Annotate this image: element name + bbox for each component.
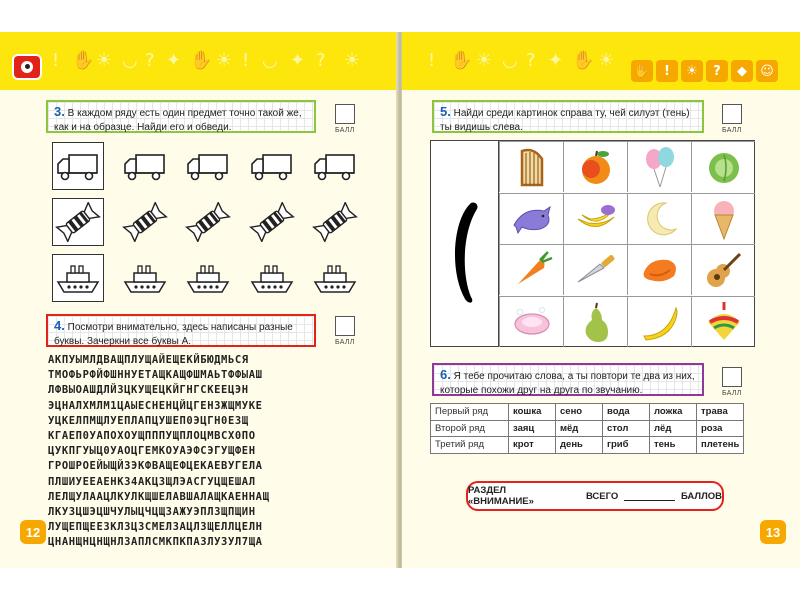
score-label: БАЛЛ	[722, 390, 742, 397]
cabbage-icon[interactable]	[691, 141, 755, 192]
word-cell[interactable]: день	[556, 437, 603, 454]
soap-icon[interactable]	[499, 296, 563, 347]
option-truck-icon[interactable]	[309, 142, 361, 190]
sun-icon: ☀	[344, 50, 361, 71]
dolphin-icon[interactable]	[499, 193, 563, 244]
lips-icon: ◡	[122, 50, 138, 71]
left-header-band	[0, 32, 398, 90]
task-text: Найди среди картинок справа ту, чей силуэт (тень) ты видишь слева.	[440, 108, 690, 133]
option-ship-icon[interactable]	[119, 254, 171, 302]
row-label: Третий ряд	[431, 437, 509, 454]
task-text: Посмотри внимательно, здесь написаны разные буквы. Зачеркни все буквы А.	[54, 322, 293, 347]
sample-ship-icon	[52, 254, 104, 302]
ice-cream-icon[interactable]	[691, 193, 755, 244]
word-cell[interactable]: вода	[603, 404, 650, 421]
letter-row: АКПУЫМЛДВАЩПЛУЩАЙЕЩЕКЙБЮДМЬСЯ	[48, 354, 249, 366]
harp-icon[interactable]	[499, 141, 563, 192]
exclamation-icon: !	[428, 50, 436, 71]
word-cell[interactable]: трава	[697, 404, 744, 421]
option-truck-icon[interactable]	[119, 142, 171, 190]
option-ship-icon[interactable]	[309, 254, 361, 302]
question-icon: ?	[526, 50, 536, 71]
picture-grid	[430, 140, 755, 347]
exclamation-icon: !	[242, 50, 250, 71]
word-cell[interactable]: роза	[697, 420, 744, 437]
letter-row: ЦНАНЩНЦНЩНЛЗАПЛСМКПКПАЗЛУЗУЛ7ЩА	[48, 536, 263, 549]
score-box[interactable]	[335, 104, 355, 124]
word-cell[interactable]: мёд	[556, 420, 603, 437]
option-candy-icon[interactable]	[309, 198, 361, 246]
points-label: БАЛЛОВ	[680, 490, 722, 502]
question-icon: ?	[145, 50, 155, 71]
section-total-box	[466, 481, 724, 511]
task-text: Я тебе прочитаю слова, а ты повтори те два из них, которые похожи друг на друга по звучанию.	[440, 371, 695, 396]
star-icon: ✦	[290, 50, 306, 71]
task-number: 6.	[440, 367, 451, 382]
star-icon: ✦	[548, 50, 564, 71]
score-label: БАЛЛ	[335, 339, 355, 346]
hand-icon: ✋	[450, 50, 473, 71]
option-truck-icon[interactable]	[246, 142, 298, 190]
letter-row: ЭЦНАЛХМЛМ1ЦАЫЕСНЕНЦЙЦГЕНЗЖЩМУКЕ	[48, 399, 263, 412]
star-icon: ✦	[166, 50, 182, 71]
task-6-instruction	[432, 363, 704, 396]
knife-icon[interactable]	[563, 244, 627, 295]
row-label: Второй ряд	[431, 420, 509, 437]
letter-row: ПЛШИУЕЕАЕНКЗ4АКЦЗЩЛЭАСГУЦЩЕШАЛ	[48, 475, 256, 488]
question-icon: ?	[706, 60, 728, 82]
word-cell[interactable]: заяц	[509, 420, 556, 437]
letter-row: ЛЕЛЩУЛААЦЛКУЛКЩШЕЛАВШАЛАЩКАЕННАЩ	[48, 490, 270, 503]
sun-icon: ☀	[681, 60, 703, 82]
page-number: 13	[760, 520, 786, 544]
row-label: Первый ряд	[431, 404, 509, 421]
moon-silhouette-icon	[431, 141, 499, 346]
section-icons	[631, 60, 778, 82]
page-number: 12	[20, 520, 46, 544]
graduation-cap-icon: ◆	[731, 60, 753, 82]
balloons-icon[interactable]	[627, 141, 691, 192]
mango-icon[interactable]	[627, 244, 691, 295]
sun-icon: ☀	[216, 50, 233, 71]
task-5-instruction	[432, 100, 704, 133]
bird-logo-icon	[12, 54, 42, 80]
sun-icon: ☀	[476, 50, 493, 71]
letter-row: ЛКУЗЦШЭЦШЧУЛЫЦЧЦЩЗАЖУЭПЛЗЩПЩИН	[48, 506, 256, 519]
carrot-icon[interactable]	[499, 244, 563, 295]
score-box[interactable]	[722, 104, 742, 124]
word-row	[431, 420, 744, 437]
sample-truck-icon	[52, 142, 104, 190]
word-cell[interactable]: кошка	[509, 404, 556, 421]
lips-icon: ◡	[502, 50, 518, 71]
word-row	[431, 404, 744, 421]
score-label: БАЛЛ	[722, 127, 742, 134]
silhouette-cell	[431, 141, 499, 346]
sun-icon: ☀	[96, 50, 113, 71]
letter-row: УЦКЕЛПМЩЛУЕПЛАПЦУШЕП0ЭЦГН0ЕЗЩ	[48, 414, 249, 427]
apple-icon[interactable]	[563, 141, 627, 192]
word-table	[430, 403, 744, 454]
task-number: 3.	[54, 104, 65, 119]
letter-row: ЦУКПГУЫЦ0УАОЦГЕМКОУАЭФСЭГУЩФЕН	[48, 445, 256, 458]
hand-icon: ✋	[631, 60, 653, 82]
task-text: В каждом ряду есть один предмет точно такой же, как и на образце. Найди его и обведи.	[54, 108, 302, 133]
hand-icon: ✋	[190, 50, 213, 71]
word-cell[interactable]: стол	[603, 420, 650, 437]
word-cell[interactable]: тень	[650, 437, 697, 454]
task-number: 5.	[440, 104, 451, 119]
letter-row: КГАЕП0УАПОХОУЩПППУЩПЛОЦМВСХ0ПО	[48, 430, 256, 443]
pear-icon[interactable]	[563, 296, 627, 347]
exclamation-icon: !	[52, 50, 60, 71]
option-candy-icon[interactable]	[182, 198, 234, 246]
sun-icon: ☀	[598, 50, 615, 71]
option-candy-icon[interactable]	[246, 198, 298, 246]
question-icon: ?	[316, 50, 326, 71]
letter-row: ТМОФЬРФЙФШННУЕТАЩКАЩФШМАЬТФФЫАШ	[48, 369, 263, 382]
lips-icon: ◡	[262, 50, 278, 71]
bananas-icon[interactable]	[563, 193, 627, 244]
task-4-instruction	[46, 314, 316, 347]
option-ship-icon[interactable]	[182, 254, 234, 302]
hand-icon: ✋	[72, 50, 95, 71]
word-cell[interactable]: крот	[509, 437, 556, 454]
kid-icon: ☺	[756, 60, 778, 82]
task-number: 4.	[54, 318, 65, 333]
total-blank[interactable]	[624, 491, 675, 501]
guitar-icon[interactable]	[691, 244, 755, 295]
sample-candy-icon	[52, 198, 104, 246]
score-box[interactable]	[722, 367, 742, 387]
word-cell[interactable]: лёд	[650, 420, 697, 437]
right-header-band	[402, 32, 800, 90]
letter-row: ГРОШРОЕЙЫЩЙЗЭКФВАЩЕФЦЕКАЕВУГЕЛА	[48, 460, 263, 473]
banana-icon[interactable]	[627, 296, 691, 347]
exclamation-icon: !	[656, 60, 678, 82]
spinning-top-icon[interactable]	[691, 296, 755, 347]
word-cell[interactable]: плетень	[697, 437, 744, 454]
total-label: ВСЕГО	[585, 490, 619, 502]
letter-row: ЛУЩЕПЩЕЕЗКЛЗЦЗСМЕЛЗАЦЛЗЩЕЛЛЦЕЛН	[48, 521, 263, 534]
word-cell[interactable]: гриб	[603, 437, 650, 454]
option-truck-icon[interactable]	[182, 142, 234, 190]
option-ship-icon[interactable]	[246, 254, 298, 302]
score-box[interactable]	[335, 316, 355, 336]
section-name: РАЗДЕЛ «ВНИМАНИЕ»	[468, 485, 534, 507]
letter-row: ЛФВЫОАШДЛЙЗЦКУЩЕЦКЙГНГСКЕЕЦЭН	[48, 384, 249, 397]
word-cell[interactable]: сено	[556, 404, 603, 421]
word-row	[431, 437, 744, 454]
letter-grid	[48, 353, 378, 551]
moon-icon[interactable]	[627, 193, 691, 244]
word-cell[interactable]: ложка	[650, 404, 697, 421]
task-3-instruction	[46, 100, 316, 133]
hand-icon: ✋	[572, 50, 595, 71]
option-candy-icon[interactable]	[119, 198, 171, 246]
score-label: БАЛЛ	[335, 127, 355, 134]
